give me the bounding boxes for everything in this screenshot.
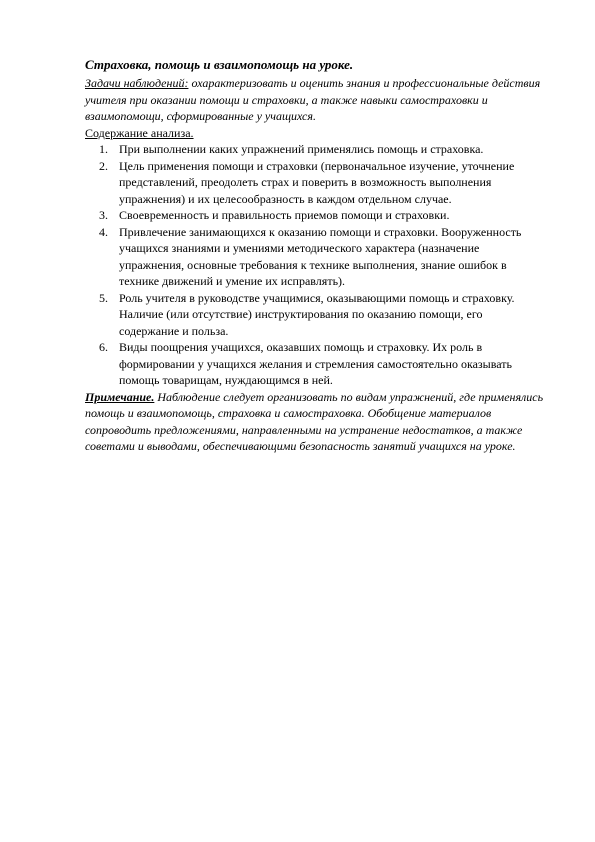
list-item-text: Своевременность и правильность приемов помощи и страховки.: [119, 208, 450, 222]
list-item-text: При выполнении каких упражнений применялись помощь и страховка.: [119, 142, 484, 156]
list-item: [99, 224, 545, 290]
list-item-number: 5.: [99, 290, 108, 305]
note-paragraph: [85, 389, 545, 455]
list-item-text: Роль учителя в руководстве учащимися, оказывающими помощь и страховку. Наличие (или отсутствие) инструктирования по оказанию помощи, его содержание и польза.: [119, 290, 515, 338]
list-item-number: 1.: [99, 142, 108, 156]
list-item: [99, 158, 545, 208]
analysis-list: [85, 141, 545, 389]
tasks-label: Задачи наблюдений:: [85, 76, 189, 90]
tasks-text: охарактеризовать и оценить знания и профессиональные действия учителя при оказании помощи и страховки, а также навыки самостраховки и взаимопомощи, сформированные у учащихся.: [85, 76, 541, 123]
tasks-paragraph: [85, 75, 545, 125]
document-title: Страховка, помощь и взаимопомощь на уроке.: [85, 57, 354, 72]
list-item: [99, 141, 545, 158]
list-item-number: 2.: [99, 158, 108, 173]
document-page: [85, 56, 545, 455]
list-item-number: 3.: [99, 208, 108, 222]
list-item: [99, 290, 545, 340]
content-heading: Содержание анализа.: [85, 125, 194, 140]
list-item-text: Цель применения помощи и страховки (первоначальное изучение, уточнение представлений, преодолеть страх и поверить в возможность выполнения упражнения) и их целесообразность в каждом отдельном случае.: [119, 158, 515, 206]
list-item-text: Привлечение занимающихся к оказанию помощи и страховки. Вооруженность учащихся знаниями и умениями методического характера (назначение упражнения, основные требования к технике выполнения, знание ошибок в технике движений и умение их исправлять).: [119, 224, 522, 288]
note-text: Наблюдение следует организовать по видам упражнений, где применялись помощь и взаимопомощь, страховка и самостраховка. Обобщение материалов сопроводить предложениями, направленными на устранение недостатков, а также советами и выводами, обеспечивающими безопасность занятий учащихся на уроке.: [85, 389, 544, 453]
list-item: [99, 207, 545, 224]
list-item-number: 6.: [99, 340, 108, 354]
note-label: Примечание.: [85, 389, 155, 404]
list-item-number: 4.: [99, 224, 108, 239]
list-item: [99, 339, 545, 389]
list-item-text: Виды поощрения учащихся, оказавших помощь и страховку. Их роль в формировании у учащихся желания и стремления самостоятельно оказывать помощь товарищам, нуждающимся в ней.: [119, 340, 512, 387]
